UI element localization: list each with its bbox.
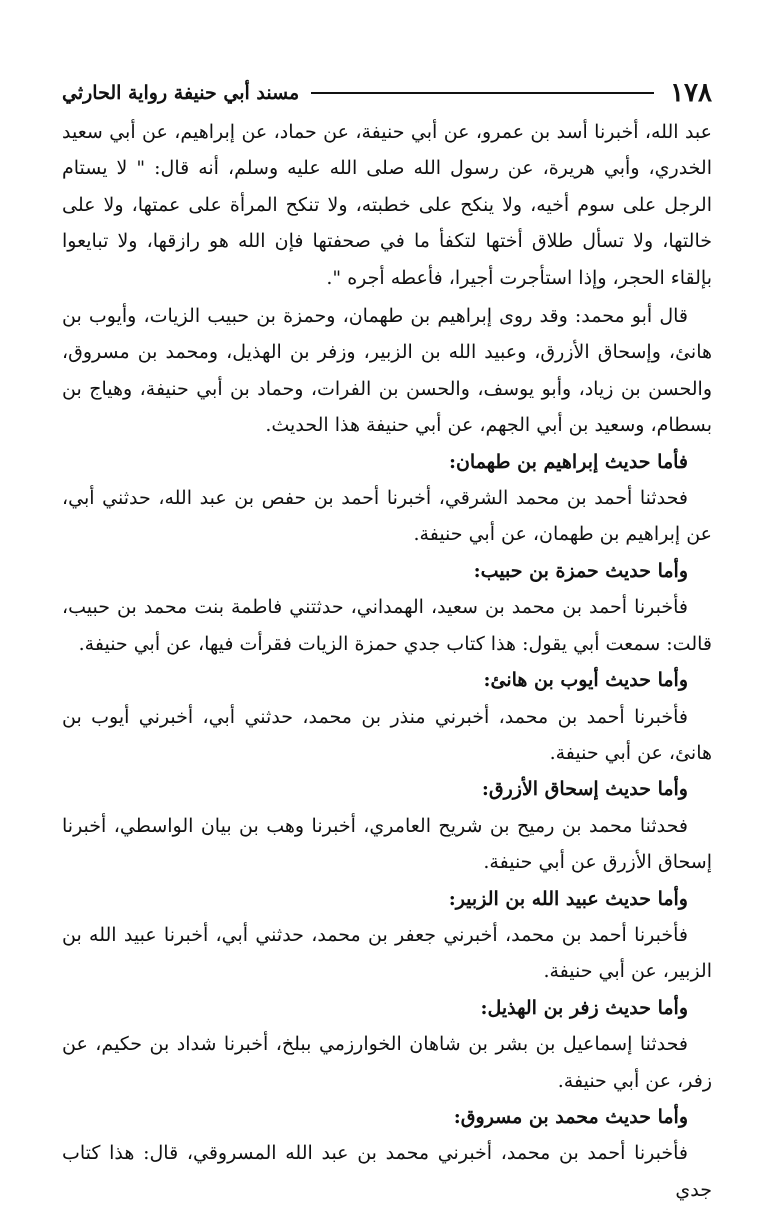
paragraph: فأخبرنا أحمد بن محمد، أخبرني محمد بن عبد الله المسروقي، قال: هذا كتاب جدي: [62, 1142, 712, 1201]
section-heading: وأما حديث إسحاق الأزرق:: [481, 778, 688, 801]
paragraph: فأخبرنا أحمد بن محمد، أخبرني جعفر بن محمد، حدثني أبي، أخبرنا عبيد الله بن الزبير، عن أبي حنيفة.: [62, 923, 712, 983]
section-heading: وأما حديث محمد بن مسروق:: [453, 1105, 688, 1128]
paragraph: فحدثنا محمد بن رميح بن شريح العامري، أخبرنا وهب بن بيان الواسطي، أخبرنا إسحاق الأزرق عن أبي حنيفة.: [62, 814, 712, 874]
paragraph: عبد الله، أخبرنا أسد بن عمرو، عن أبي حنيفة، عن حماد، عن إبراهيم، عن أبي سعيد الخدري، وأبي هريرة، عن رسول الله صلى الله عليه وسلم، أنه قال: " لا يستام الرجل على سوم أخيه، ولا ينكح على خطبته، ولا تنكح المرأة على عمتها، ولا على خالتها، ولا تسأل طلاق أختها لتكفأ ما في صحفتها فإن الله هو رازقها، ولا تبايعوا بإلقاء الحجر، وإذا استأجرت أجيرا، فأعطه أجره ".: [62, 121, 712, 289]
section-heading: وأما حديث حمزة بن حبيب:: [473, 559, 688, 582]
section-heading: فأما حديث إبراهيم بن طهمان:: [448, 450, 688, 473]
book-title: مسند أبي حنيفة رواية الحارثي: [62, 82, 300, 104]
paragraph: فحدثنا إسماعيل بن بشر بن شاهان الخوارزمي ببلخ، أخبرنا شداد بن حكيم، عن زفر، عن أبي حنيفة.: [62, 1033, 712, 1092]
page-number: ١٧٨: [670, 78, 712, 108]
page-body: [62, 114, 712, 1208]
book-page: [62, 74, 712, 1208]
section-heading: وأما حديث زفر بن الهذيل:: [480, 996, 688, 1019]
paragraph: فحدثنا أحمد بن محمد الشرقي، أخبرنا أحمد بن حفص بن عبد الله، حدثني أبي، عن إبراهيم بن طهمان، عن أبي حنيفة.: [62, 487, 712, 546]
header-rule: [311, 92, 654, 94]
paragraph: فأخبرنا أحمد بن محمد، أخبرني منذر بن محمد، حدثني أبي، أخبرني أيوب بن هانئ، عن أبي حنيفة.: [62, 705, 712, 764]
paragraph: فأخبرنا أحمد بن محمد بن سعيد، الهمداني، حدثتني فاطمة بنت محمد بن حبيب، قالت: سمعت أبي يقول: هذا كتاب جدي حمزة الزيات فقرأت فيها، عن أبي حنيفة.: [62, 596, 712, 655]
running-header: [62, 74, 712, 112]
section-heading: وأما حديث عبيد الله بن الزبير:: [448, 887, 688, 910]
paragraph: قال أبو محمد: وقد روى إبراهيم بن طهمان، وحمزة بن حبيب الزيات، وأيوب بن هانئ، وإسحاق الأزرق، وعبيد الله بن الزبير، وزفر بن الهذيل، ومحمد بن مسروق، والحسن بن زياد، وأبو يوسف، والحسن بن الفرات، وحماد بن أبي حنيفة، وهياج بن بسطام، وسعيد بن أبي الجهم، عن أبي حنيفة هذا الحديث.: [62, 305, 712, 437]
section-heading: وأما حديث أيوب بن هانئ:: [483, 669, 688, 692]
